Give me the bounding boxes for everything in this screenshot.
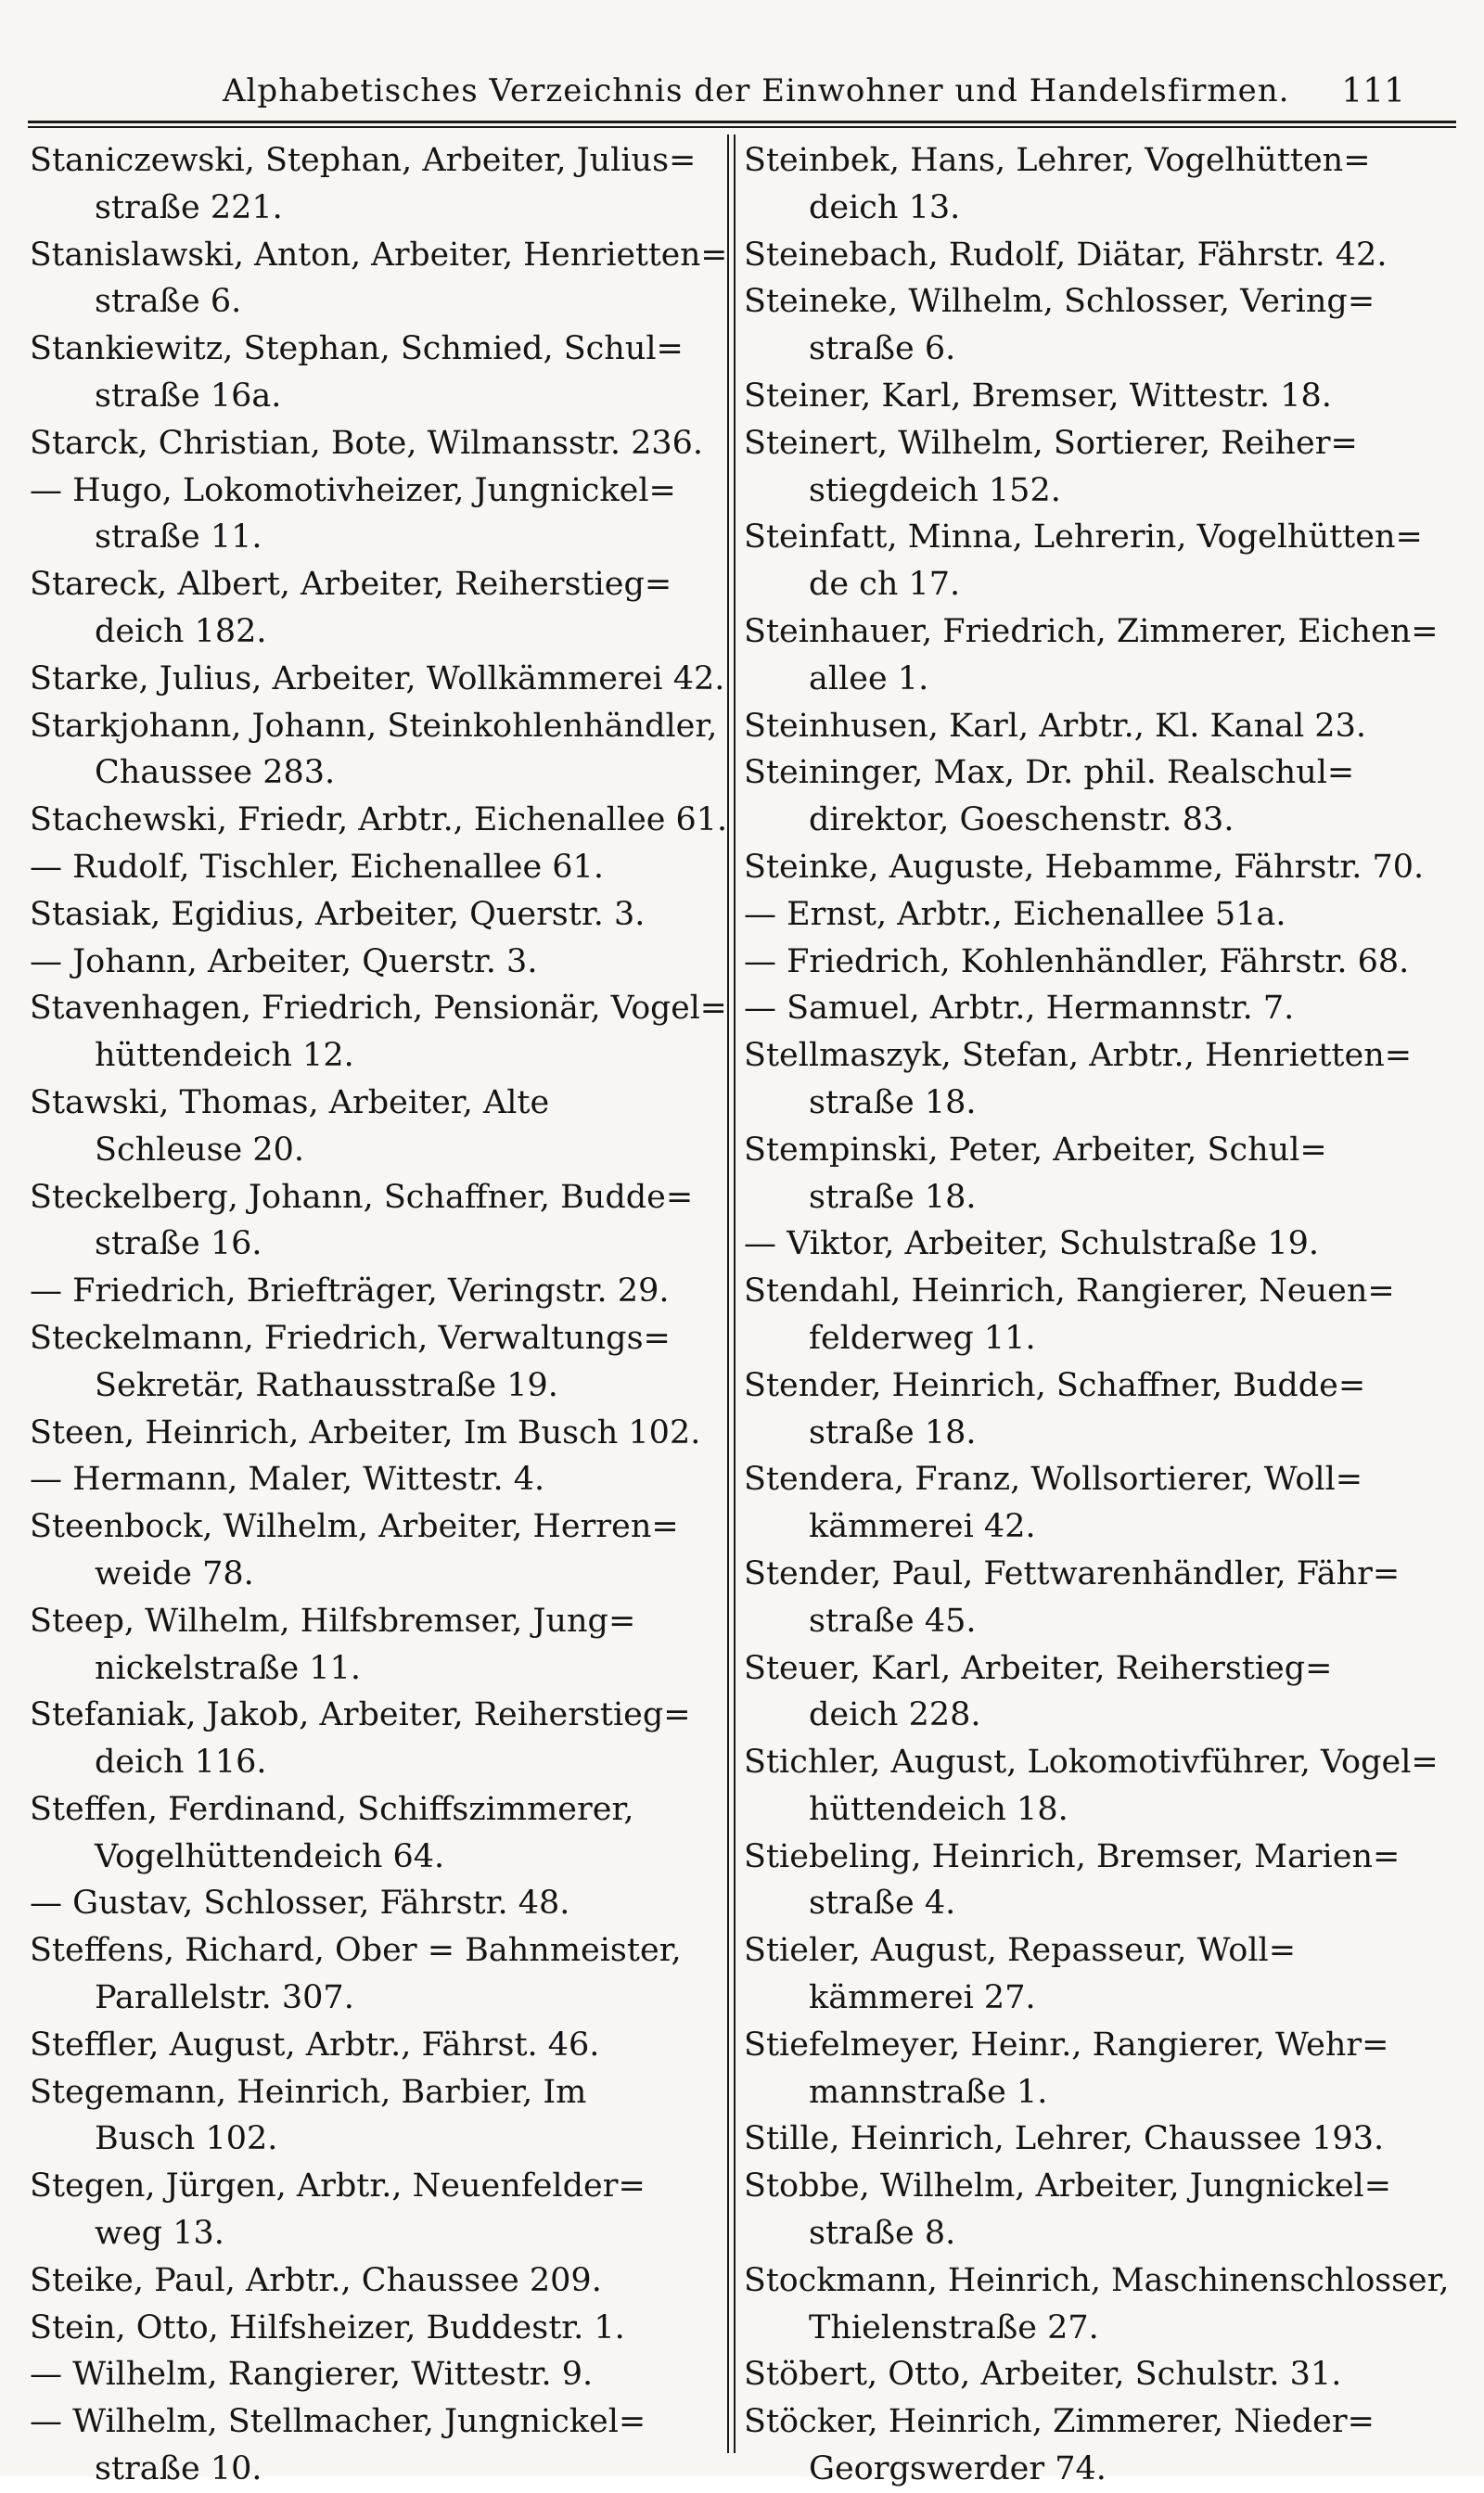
directory-entry: Steinhauer, Friedrich, Zimmerer, Eichen= <box>744 612 1439 650</box>
directory-entry: Steinbek, Hans, Lehrer, Vogelhütten= <box>744 142 1371 179</box>
left-column <box>30 137 727 2493</box>
directory-entry: Stieler, August, Repasseur, Woll= <box>744 1932 1297 1970</box>
directory-entry: — Rudolf, Tischler, Eichenallee 61. <box>30 848 604 886</box>
directory-entry: — Ernst, Arbtr., Eichenallee 51a. <box>744 895 1286 933</box>
entry-continuation: felderweg 11. <box>809 1319 1036 1357</box>
entry-continuation: kämmerei 27. <box>809 1979 1036 2017</box>
directory-entry: Stender, Paul, Fettwarenhändler, Fähr= <box>744 1554 1401 1592</box>
directory-entry: — Gustav, Schlosser, Fährstr. 48. <box>30 1885 570 1923</box>
directory-entry: Steckelmann, Friedrich, Verwaltungs= <box>30 1319 671 1357</box>
entry-continuation: straße 4. <box>809 1885 956 1923</box>
directory-entry: Steffen, Ferdinand, Schiffszimmerer, <box>30 1790 634 1828</box>
directory-entry: Steckelberg, Johann, Schaffner, Budde= <box>30 1178 694 1216</box>
directory-entry: Stender, Heinrich, Schaffner, Budde= <box>744 1366 1366 1404</box>
directory-entry: Stiebeling, Heinrich, Bremser, Marien= <box>744 1837 1401 1875</box>
directory-entry: Stachewski, Friedr, Arbtr., Eichenallee 61. <box>30 801 727 839</box>
entry-continuation: straße 18. <box>809 1178 977 1216</box>
directory-entry: Stöcker, Heinrich, Zimmerer, Nieder= <box>744 2403 1375 2441</box>
directory-entry: — Viktor, Arbeiter, Schulstraße 19. <box>744 1225 1320 1263</box>
directory-entry: Stockmann, Heinrich, Maschinenschlosser, <box>744 2261 1449 2299</box>
entry-continuation: direktor, Goeschenstr. 83. <box>809 801 1235 839</box>
directory-entry: Steen, Heinrich, Arbeiter, Im Busch 102. <box>30 1413 701 1451</box>
directory-entry: Steinebach, Rudolf, Diätar, Fährstr. 42. <box>744 236 1388 274</box>
entry-continuation: Vogelhüttendeich 64. <box>95 1837 445 1875</box>
directory-entry: Stiefelmeyer, Heinr., Rangierer, Wehr= <box>744 2026 1389 2064</box>
directory-entry: Steinke, Auguste, Hebamme, Fährstr. 70. <box>744 848 1425 886</box>
directory-entry: Steiner, Karl, Bremser, Wittestr. 18. <box>744 377 1332 415</box>
directory-entry: — Wilhelm, Rangierer, Wittestr. 9. <box>30 2356 594 2394</box>
directory-entry: Stobbe, Wilhelm, Arbeiter, Jungnickel= <box>744 2167 1392 2205</box>
directory-entry: — Hermann, Maler, Wittestr. 4. <box>30 1461 545 1499</box>
page-header <box>28 65 1456 121</box>
entry-continuation: Georgswerder 74. <box>809 2450 1107 2488</box>
directory-entry: Steininger, Max, Dr. phil. Realschul= <box>744 754 1355 792</box>
directory-entry: Stein, Otto, Hilfsheizer, Buddestr. 1. <box>30 2308 625 2346</box>
directory-entry: Stellmaszyk, Stefan, Arbtr., Henrietten= <box>744 1037 1413 1075</box>
entry-continuation: Schleuse 20. <box>95 1131 305 1169</box>
directory-entry: — Friedrich, Kohlenhändler, Fährstr. 68. <box>744 942 1410 980</box>
directory-entry: Steffens, Richard, Ober = Bahnmeister, <box>30 1932 682 1970</box>
directory-entry: Steinhusen, Karl, Arbtr., Kl. Kanal 23. <box>744 707 1366 745</box>
directory-entry: Steffler, August, Arbtr., Fährst. 46. <box>30 2026 600 2064</box>
directory-entry: — Johann, Arbeiter, Querstr. 3. <box>30 942 538 980</box>
directory-entry: Steenbock, Wilhelm, Arbeiter, Herren= <box>30 1508 679 1546</box>
directory-entry: — Samuel, Arbtr., Hermannstr. 7. <box>744 990 1295 1028</box>
entry-continuation: straße 10. <box>95 2450 262 2488</box>
directory-entry: — Wilhelm, Stellmacher, Jungnickel= <box>30 2403 646 2441</box>
header-rule <box>28 121 1456 123</box>
entry-continuation: Chaussee 283. <box>95 754 336 792</box>
entry-continuation: nickelstraße 11. <box>95 1649 361 1687</box>
entry-continuation: Thielenstraße 27. <box>809 2308 1099 2346</box>
entry-continuation: straße 16. <box>95 1225 262 1263</box>
directory-entry: Stareck, Albert, Arbeiter, Reiherstieg= <box>30 566 672 604</box>
directory-entry: Stasiak, Egidius, Arbeiter, Querstr. 3. <box>30 895 646 933</box>
directory-entry: Stefaniak, Jakob, Arbeiter, Reiherstieg= <box>30 1696 691 1734</box>
directory-entry: Steep, Wilhelm, Hilfsbremser, Jung= <box>30 1602 636 1640</box>
entry-continuation: hüttendeich 12. <box>95 1037 354 1075</box>
directory-entry: Starke, Julius, Arbeiter, Wollkämmerei 42. <box>30 659 725 697</box>
entry-continuation: Sekretär, Rathausstraße 19. <box>95 1366 558 1404</box>
entry-continuation: deich 228. <box>809 1696 981 1734</box>
entry-continuation: weide 78. <box>95 1554 254 1592</box>
header-rule-thin <box>28 126 1456 128</box>
directory-entry: Stendera, Franz, Wollsortierer, Woll= <box>744 1461 1363 1499</box>
entry-continuation: Parallelstr. 307. <box>95 1979 354 2017</box>
directory-entry: Stegemann, Heinrich, Barbier, Im <box>30 2073 587 2111</box>
directory-entry: — Friedrich, Briefträger, Veringstr. 29. <box>30 1272 670 1310</box>
entry-continuation: straße 18. <box>809 1413 977 1451</box>
entry-continuation: straße 45. <box>809 1602 977 1640</box>
page-title: Alphabetisches Verzeichnis der Einwohner und Handelsfirmen. <box>223 72 1290 109</box>
directory-entry: Stempinski, Peter, Arbeiter, Schul= <box>744 1131 1327 1169</box>
entry-continuation: mannstraße 1. <box>809 2073 1048 2111</box>
entry-continuation: Busch 102. <box>95 2120 278 2158</box>
directory-entry: Stankiewitz, Stephan, Schmied, Schul= <box>30 330 684 368</box>
directory-entry: Steike, Paul, Arbtr., Chaussee 209. <box>30 2261 602 2299</box>
directory-entry: — Hugo, Lokomotivheizer, Jungnickel= <box>30 471 676 509</box>
directory-entry: Staniczewski, Stephan, Arbeiter, Julius= <box>30 142 697 179</box>
column-divider <box>734 134 736 2453</box>
directory-entry: Stavenhagen, Friedrich, Pensionär, Vogel= <box>30 990 727 1028</box>
entry-continuation: straße 16a. <box>95 377 282 415</box>
directory-entry: Stegen, Jürgen, Arbtr., Neuenfelder= <box>30 2167 646 2205</box>
entry-continuation: stiegdeich 152. <box>809 471 1061 509</box>
directory-entry: Steinert, Wilhelm, Sortierer, Reiher= <box>744 424 1358 462</box>
entry-continuation: straße 18. <box>809 1083 977 1121</box>
entry-continuation: allee 1. <box>809 659 929 697</box>
column-divider <box>727 134 729 2453</box>
directory-entry: Starkjohann, Johann, Steinkohlenhändler, <box>30 707 718 745</box>
entry-continuation: kämmerei 42. <box>809 1508 1036 1546</box>
directory-entry: Stöbert, Otto, Arbeiter, Schulstr. 31. <box>744 2356 1342 2394</box>
right-column <box>744 137 1449 2493</box>
directory-entry: Steuer, Karl, Arbeiter, Reiherstieg= <box>744 1649 1333 1687</box>
entry-continuation: straße 6. <box>809 330 956 368</box>
entry-continuation: de ch 17. <box>809 566 961 604</box>
entry-continuation: deich 13. <box>809 188 961 226</box>
entry-continuation: deich 116. <box>95 1744 267 1782</box>
directory-entry: Starck, Christian, Bote, Wilmansstr. 236. <box>30 424 704 462</box>
entry-continuation: straße 11. <box>95 518 262 556</box>
entry-continuation: weg 13. <box>95 2215 224 2253</box>
entry-continuation: straße 221. <box>95 188 283 226</box>
directory-entry: Steinfatt, Minna, Lehrerin, Vogelhütten= <box>744 518 1423 556</box>
entry-continuation: straße 6. <box>95 283 242 321</box>
directory-entry: Stille, Heinrich, Lehrer, Chaussee 193. <box>744 2120 1385 2158</box>
entry-continuation: hüttendeich 18. <box>809 1790 1068 1828</box>
directory-entry: Stendahl, Heinrich, Rangierer, Neuen= <box>744 1272 1395 1310</box>
directory-entry: Stichler, August, Lokomotivführer, Vogel= <box>744 1744 1439 1782</box>
directory-entry: Steineke, Wilhelm, Schlosser, Vering= <box>744 283 1375 321</box>
page-number: 111 <box>1341 72 1405 110</box>
entry-continuation: straße 8. <box>809 2215 956 2253</box>
directory-entry: Stanislawski, Anton, Arbeiter, Henrietten= <box>30 236 727 274</box>
directory-entry: Stawski, Thomas, Arbeiter, Alte <box>30 1083 550 1121</box>
entry-continuation: deich 182. <box>95 612 267 650</box>
